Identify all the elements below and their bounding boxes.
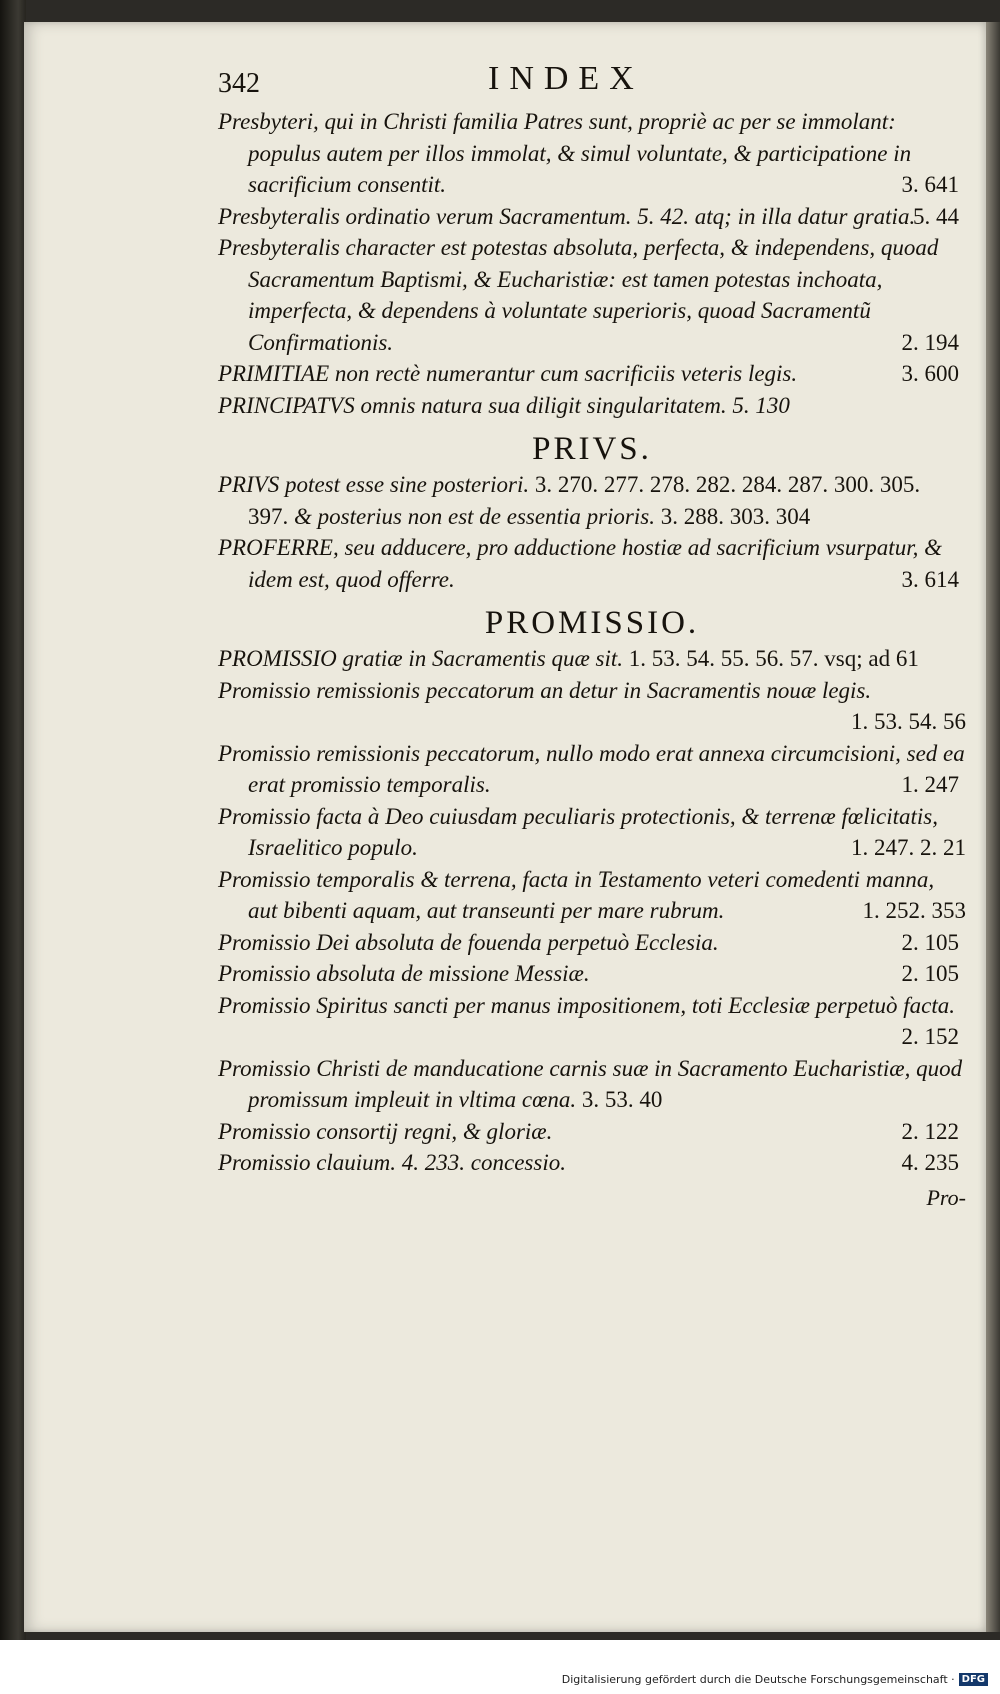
running-title: INDEX <box>488 60 644 97</box>
entry-text: Promissio Spiritus sancti per manus impositionem, toti Ecclesiæ perpetuò facta. <box>218 992 956 1018</box>
entry-ref: 2. 122 <box>901 1118 959 1144</box>
section-heading-prius: PRIVS. <box>532 431 652 467</box>
entry-text: Presbyteralis ordinatio verum Sacramentum. 5. 42. atq; in illa datur gratia. <box>218 203 916 229</box>
entry-text: PROFERRE, seu adducere, pro adductione hostiæ ad sacrificium vsurpatur, & idem est, quod offerre. <box>218 535 942 592</box>
entry-ref: 1. 53. 54. 56 <box>851 709 966 734</box>
entry-ref: 3. 600 <box>901 361 959 386</box>
entry-ref: 2. 105 <box>901 929 959 955</box>
entry-text: Promissio Dei absoluta de fouenda perpetuò Ecclesia. <box>218 929 719 955</box>
page-content <box>218 60 966 1211</box>
entry-ref: 3. 641 <box>901 172 959 197</box>
index-entry <box>218 390 966 422</box>
index-entry <box>218 738 966 801</box>
index-entry <box>218 927 966 959</box>
page-edge <box>986 22 1000 1632</box>
footer-strip <box>0 1640 1000 1694</box>
digitization-credit <box>562 1673 988 1686</box>
index-entry <box>218 358 966 390</box>
index-entry <box>218 958 966 990</box>
index-entry <box>218 1116 966 1148</box>
entry-ref: 2. 194 <box>901 329 959 355</box>
index-entry <box>218 232 966 358</box>
index-entry <box>218 1147 966 1179</box>
page-header <box>218 60 966 106</box>
entry-ref: 3. 288. 303. 304 <box>660 503 811 529</box>
entry-refs-inline: 3. 270. 277. 278. 282. 284. 287. 300. 305. 397. <box>248 472 921 529</box>
entry-text: PROMISSIO gratiæ in Sacramentis quæ sit. <box>218 646 624 671</box>
entry-ref: 2. 152 <box>901 1024 959 1049</box>
entry-text: PRIVS potest esse sine posteriori. <box>218 472 530 497</box>
entry-text: Promissio remissionis peccatorum, nullo modo erat annexa circumcisioni, sed ea erat promissio temporalis. <box>218 740 965 797</box>
dfg-logo: DFG <box>959 1673 988 1686</box>
index-entry <box>218 201 966 233</box>
page-number: 342 <box>218 68 260 99</box>
entry-ref: 1. 247. 2. 21 <box>851 835 966 860</box>
entry-ref: 1. 247 <box>901 772 959 797</box>
index-entry <box>218 864 966 927</box>
entry-ref: 3. 614 <box>901 566 959 592</box>
entry-text: Promissio clauium. 4. 233. concessio. <box>218 1150 566 1175</box>
index-entry <box>218 106 966 201</box>
index-entry <box>218 675 966 738</box>
entry-text: PRINCIPATVS omnis natura sua diligit singularitatem. 5. 130 <box>218 392 790 418</box>
index-entry <box>218 990 966 1053</box>
index-entry <box>218 469 966 532</box>
section-heading-promissio: PROMISSIO. <box>484 605 700 641</box>
entry-text-continued: & posterius non est de essentia prioris. <box>294 503 655 529</box>
entry-text: Promissio Christi de manducatione carnis suæ in Sacramento Eucharistiæ, quod promissum impleuit in vltima cœna. <box>218 1055 963 1112</box>
credit-text: Digitalisierung gefördert durch die Deutsche Forschungsgemeinschaft · <box>561 1673 955 1686</box>
entry-text: Promissio absoluta de missione Messiæ. <box>218 961 590 986</box>
entry-text: Promissio facta à Deo cuiusdam peculiaris protectionis, & terrenæ fœlicitatis, Israelitico populo. <box>218 803 938 860</box>
catchword: Pro- <box>926 1184 966 1210</box>
entry-text: PRIMITIAE non rectè numerantur cum sacrificiis veteris legis. <box>218 361 798 386</box>
entry-text: Promissio temporalis & terrena, facta in Testamento veteri comedenti manna, aut bibenti aquam, aut transeunti per mare rubrum. <box>218 866 935 923</box>
entry-ref: 1. 53. 54. 55. 56. 57. vsq; ad 61 <box>628 646 919 671</box>
entry-ref: 4. 235 <box>901 1150 959 1175</box>
book-spine <box>0 0 26 1694</box>
entry-ref: 2. 105 <box>901 961 959 986</box>
entry-ref: 1. 252. 353 <box>862 898 966 923</box>
entry-text: Presbyteralis character est potestas absoluta, perfecta, & independens, quoad Sacramentum Baptismi, & Eucharistiæ: est tamen potestas inchoata, imperfecta, & dependens à voluntate superioris, quoad Sacramentũ Confirmationis. <box>218 235 939 355</box>
entry-text: Promissio consortij regni, & gloriæ. <box>218 1118 553 1144</box>
entry-ref: 3. 53. 40 <box>581 1087 663 1112</box>
index-entry <box>218 801 966 864</box>
index-entry <box>218 643 966 675</box>
entry-text: Promissio remissionis peccatorum an detur in Sacramentis nouæ legis. <box>218 677 872 703</box>
entry-ref: 5. 44 <box>913 203 959 229</box>
index-entry <box>218 532 966 595</box>
index-entry <box>218 1053 966 1116</box>
entry-text: Presbyteri, qui in Christi familia Patres sunt, propriè ac per se immolant: populus autem per illos immolat, & simul voluntate, & participatione in sacrificium consentit. <box>218 109 912 197</box>
